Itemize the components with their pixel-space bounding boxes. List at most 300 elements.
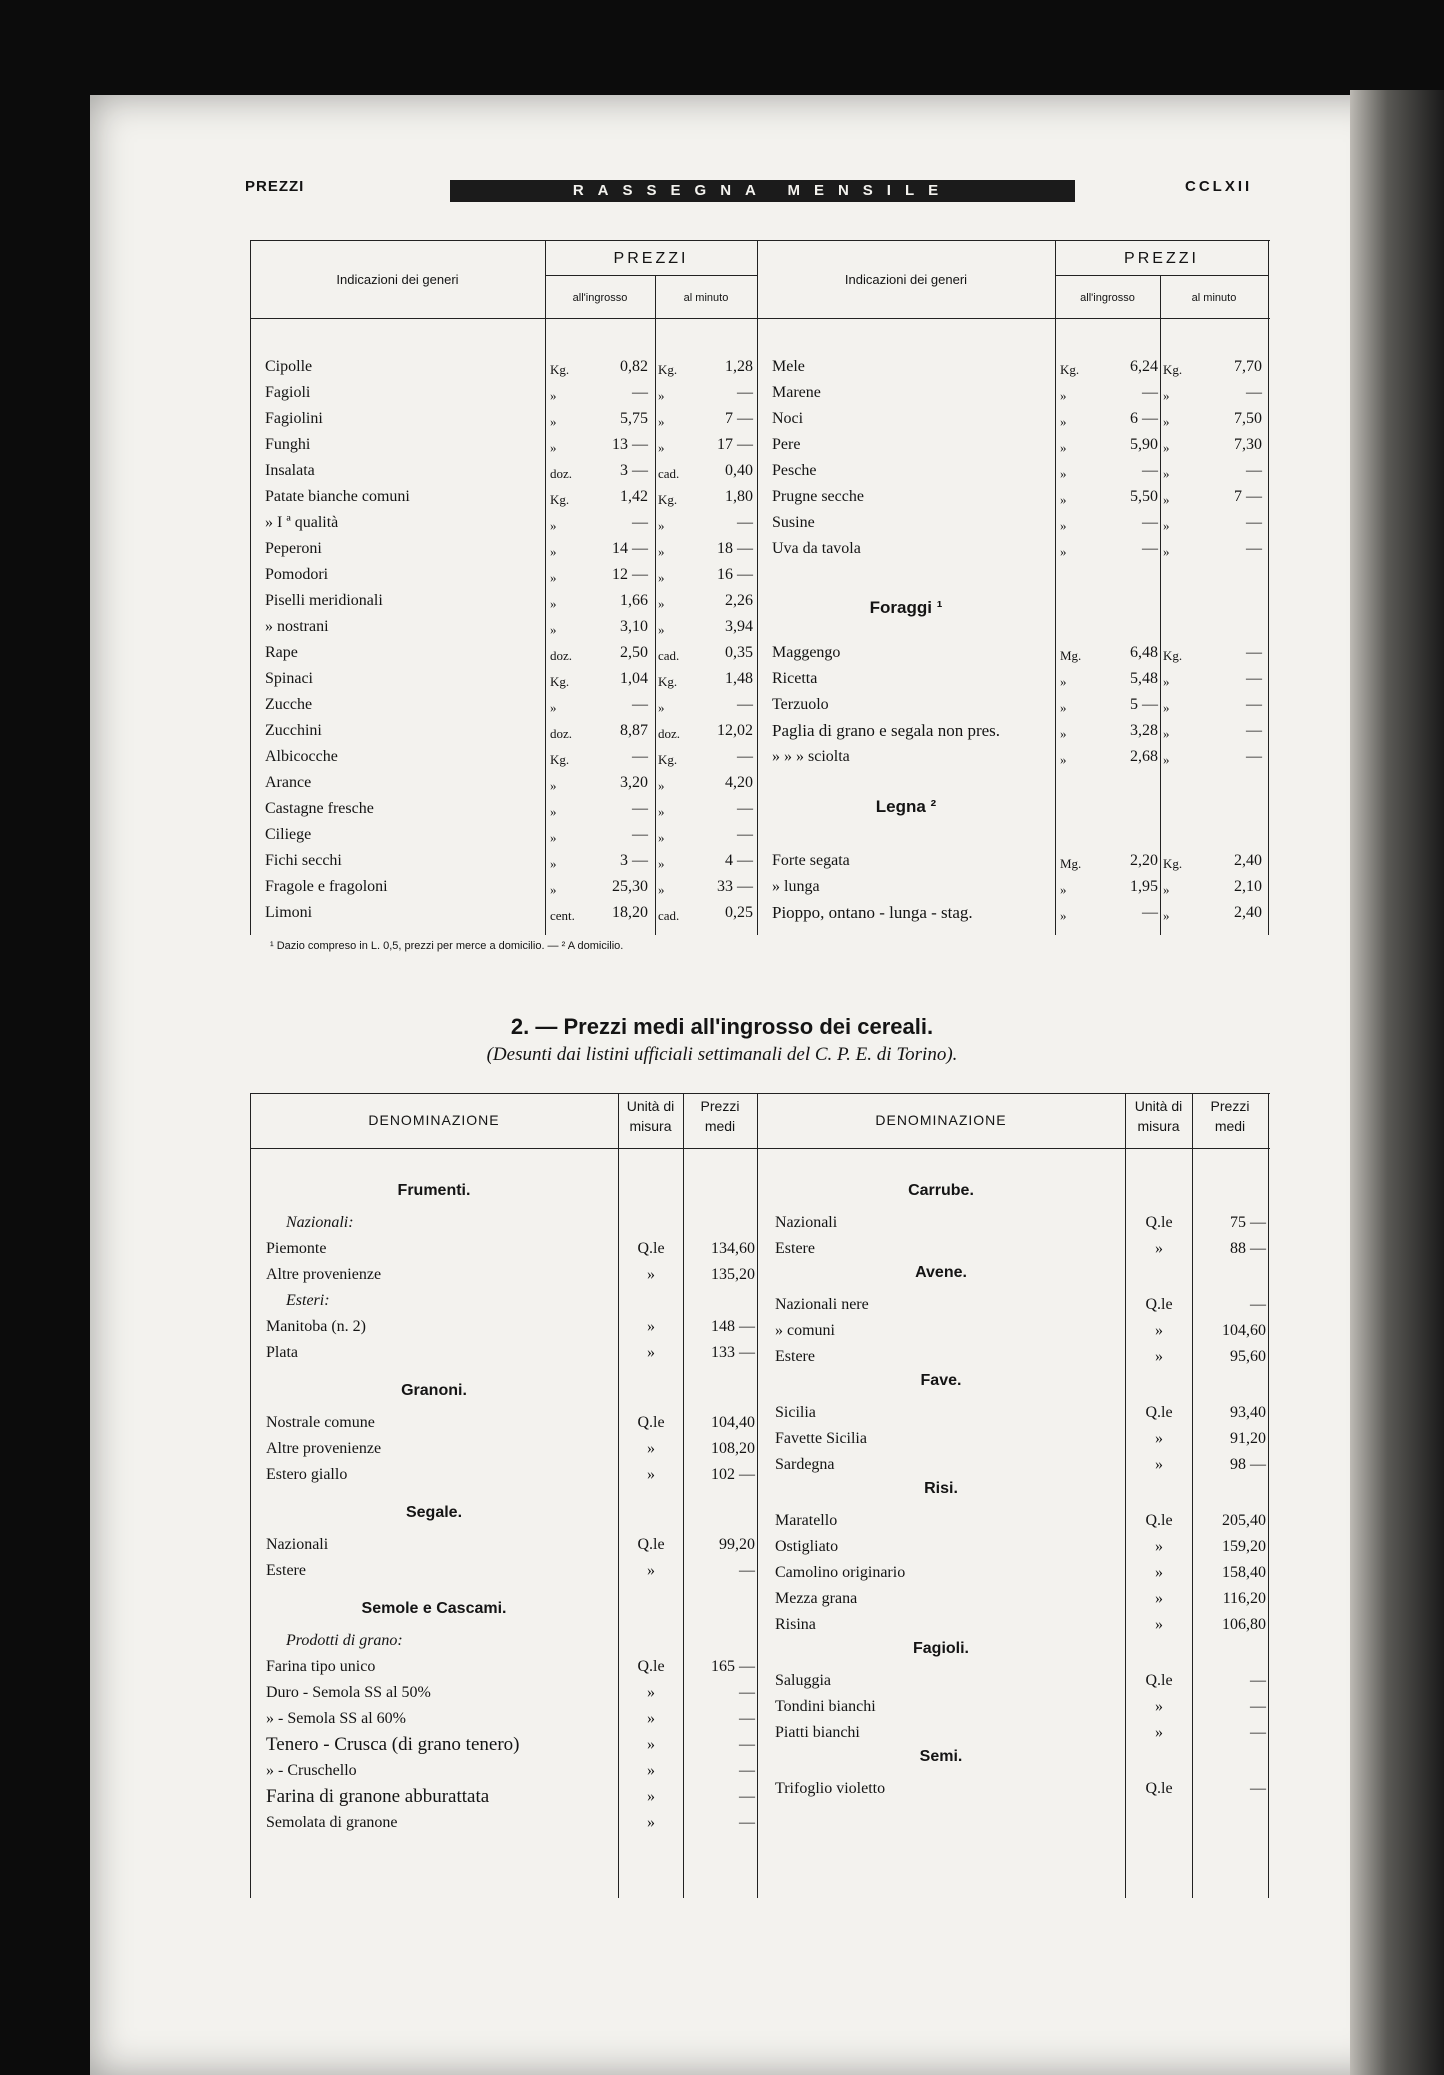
- price-minuto: 4 —: [725, 852, 753, 869]
- row-label: Nazionali nere: [775, 1296, 869, 1313]
- unit-minuto: »: [658, 804, 665, 819]
- unit-ingrosso: »: [550, 700, 557, 715]
- col-header-ingrosso-right: all'ingrosso: [1080, 292, 1135, 304]
- price-ingrosso: 1,42: [620, 488, 648, 505]
- unit-ingrosso: doz.: [550, 648, 573, 663]
- row-label: Prugne secche: [772, 488, 864, 505]
- price: —: [739, 1736, 755, 1753]
- unit-minuto: »: [1163, 492, 1170, 507]
- price: 158,40: [1222, 1564, 1266, 1581]
- unit: Q.le: [637, 1414, 665, 1431]
- price-ingrosso: —: [1142, 904, 1158, 921]
- unit-minuto: »: [1163, 882, 1170, 897]
- unit-minuto: »: [1163, 388, 1170, 403]
- unit: »: [1155, 1616, 1163, 1633]
- unit-ingrosso: »: [550, 856, 557, 871]
- unit-ingrosso: »: [1060, 440, 1067, 455]
- unit-ingrosso: »: [550, 622, 557, 637]
- unit-minuto: doz.: [658, 726, 681, 741]
- unit-minuto: cad.: [658, 466, 680, 481]
- row-label: Plata: [266, 1344, 298, 1361]
- unit: »: [1155, 1564, 1163, 1581]
- unit-ingrosso: »: [1060, 882, 1067, 897]
- section-title: Carrube.: [908, 1182, 974, 1199]
- row-label: Nazionali: [775, 1214, 838, 1231]
- unit-ingrosso: »: [550, 440, 557, 455]
- legna-title: Legna ²: [875, 797, 937, 816]
- col-header-medi-right: medi: [1214, 1118, 1246, 1134]
- unit-minuto: »: [658, 570, 665, 585]
- unit-minuto: »: [1163, 518, 1170, 533]
- unit: Q.le: [1145, 1296, 1173, 1313]
- row-label: Zucchini: [265, 722, 322, 739]
- unit: »: [1155, 1240, 1163, 1257]
- unit: »: [1155, 1322, 1163, 1339]
- unit-minuto: Kg.: [658, 492, 678, 507]
- price: —: [739, 1684, 755, 1701]
- price: —: [1250, 1724, 1266, 1741]
- unit: »: [647, 1736, 655, 1753]
- price-minuto: 0,35: [725, 644, 753, 661]
- price-minuto: 0,25: [725, 904, 753, 921]
- row-label: Fichi secchi: [265, 852, 342, 869]
- section-title: Risi.: [924, 1480, 958, 1497]
- row-label: Cipolle: [265, 358, 313, 375]
- unit-minuto: »: [1163, 908, 1170, 923]
- price-minuto: —: [1246, 722, 1262, 739]
- unit-ingrosso: »: [550, 518, 557, 533]
- row-label: Estere: [775, 1348, 815, 1365]
- price: 91,20: [1230, 1430, 1266, 1447]
- price-minuto: 7 —: [1234, 488, 1262, 505]
- price-ingrosso: 3,10: [620, 618, 648, 635]
- unit-minuto: »: [1163, 726, 1170, 741]
- row-label: Mezza grana: [775, 1590, 858, 1607]
- unit-ingrosso: »: [550, 804, 557, 819]
- price-minuto: —: [737, 384, 753, 401]
- price-ingrosso: 18,20: [612, 904, 648, 921]
- row-label: Manitoba (n. 2): [266, 1318, 366, 1335]
- price-minuto: —: [737, 826, 753, 843]
- row-label: Piemonte: [266, 1240, 327, 1257]
- row-label: Risina: [775, 1616, 816, 1633]
- unit-ingrosso: Kg.: [550, 492, 570, 507]
- price-ingrosso: 5,48: [1130, 670, 1158, 687]
- unit-minuto: »: [658, 596, 665, 611]
- price: 116,20: [1222, 1590, 1266, 1607]
- row-label: Maggengo: [772, 644, 841, 661]
- unit-minuto: »: [658, 622, 665, 637]
- price: 104,40: [711, 1414, 755, 1431]
- subgroup-label: Nazionali:: [286, 1214, 354, 1231]
- price-ingrosso: 5,75: [620, 410, 648, 427]
- unit: Q.le: [1145, 1780, 1173, 1797]
- price-ingrosso: 3,28: [1130, 722, 1158, 739]
- row-label: Castagne fresche: [265, 800, 374, 817]
- price-ingrosso: 6,48: [1130, 644, 1158, 661]
- unit-ingrosso: »: [1060, 518, 1067, 533]
- price-ingrosso: —: [632, 384, 648, 401]
- unit-ingrosso: »: [550, 596, 557, 611]
- row-label: » comuni: [775, 1322, 835, 1339]
- unit-ingrosso: »: [1060, 492, 1067, 507]
- price: 148 —: [711, 1318, 755, 1335]
- price-ingrosso: 2,50: [620, 644, 648, 661]
- price: —: [739, 1788, 755, 1805]
- row-label: Zucche: [265, 696, 313, 713]
- price-minuto: 4,20: [725, 774, 753, 791]
- unit-minuto: »: [658, 440, 665, 455]
- unit-ingrosso: Kg.: [550, 362, 570, 377]
- row-label: Ostigliato: [775, 1538, 839, 1555]
- col-header-generi: Indicazioni dei generi: [336, 272, 459, 287]
- price-ingrosso: —: [1142, 514, 1158, 531]
- price-ingrosso: 3,20: [620, 774, 648, 791]
- unit-minuto: »: [1163, 414, 1170, 429]
- unit-ingrosso: doz.: [550, 466, 573, 481]
- unit-minuto: »: [658, 518, 665, 533]
- unit-minuto: cad.: [658, 908, 680, 923]
- price-minuto: 17 —: [717, 436, 753, 453]
- unit-ingrosso: »: [550, 882, 557, 897]
- price-ingrosso: —: [632, 826, 648, 843]
- unit: »: [647, 1814, 655, 1831]
- unit-minuto: »: [1163, 544, 1170, 559]
- price: 88 —: [1230, 1240, 1266, 1257]
- price: 99,20: [719, 1536, 755, 1553]
- price-minuto: —: [1246, 748, 1262, 765]
- row-label: Fagiolini: [265, 410, 323, 427]
- price-ingrosso: 6,24: [1130, 358, 1158, 375]
- row-label: Pomodori: [265, 566, 329, 583]
- unit: Q.le: [1145, 1672, 1173, 1689]
- section-title: Granoni.: [401, 1382, 467, 1399]
- unit: »: [647, 1344, 655, 1361]
- unit-minuto: »: [1163, 752, 1170, 767]
- unit-ingrosso: Mg.: [1060, 648, 1082, 663]
- price-ingrosso: 2,20: [1130, 852, 1158, 869]
- price-minuto: 7,30: [1234, 436, 1262, 453]
- price: 108,20: [711, 1440, 755, 1457]
- unit-ingrosso: doz.: [550, 726, 573, 741]
- price-minuto: 33 —: [717, 878, 753, 895]
- unit-ingrosso: »: [1060, 388, 1067, 403]
- row-label: Estere: [266, 1562, 306, 1579]
- row-label: Maratello: [775, 1512, 838, 1529]
- price-minuto: 12,02: [717, 722, 753, 739]
- unit-minuto: »: [1163, 466, 1170, 481]
- price-minuto: 3,94: [725, 618, 753, 635]
- price-ingrosso: 12 —: [612, 566, 648, 583]
- price-minuto: —: [1246, 540, 1262, 557]
- price-ingrosso: —: [1142, 384, 1158, 401]
- footnote: ¹ Dazio compreso in L. 0,5, prezzi per merce a domicilio. — ² A domicilio.: [270, 940, 624, 952]
- price-minuto: 2,26: [725, 592, 753, 609]
- price-minuto: 7,70: [1234, 358, 1262, 375]
- unit-minuto: Kg.: [658, 752, 678, 767]
- price-ingrosso: 25,30: [612, 878, 648, 895]
- col-header-medi: medi: [704, 1118, 736, 1134]
- price: —: [739, 1710, 755, 1727]
- unit-ingrosso: »: [1060, 726, 1067, 741]
- unit-minuto: »: [1163, 700, 1170, 715]
- unit: »: [647, 1318, 655, 1335]
- price-ingrosso: 8,87: [620, 722, 648, 739]
- price: —: [739, 1762, 755, 1779]
- row-label: » » » sciolta: [772, 748, 850, 765]
- price-minuto: 7,50: [1234, 410, 1262, 427]
- unit: »: [647, 1762, 655, 1779]
- row-label: Duro - Semola SS al 50%: [266, 1684, 431, 1701]
- section-title: Semi.: [919, 1748, 963, 1765]
- row-label: Pere: [772, 436, 801, 453]
- section-title: Semole e Cascami.: [361, 1600, 507, 1617]
- unit-ingrosso: »: [1060, 414, 1067, 429]
- row-label: Pesche: [772, 462, 817, 479]
- price-ingrosso: 6 —: [1130, 410, 1158, 427]
- price-ingrosso: 1,95: [1130, 878, 1158, 895]
- price-ingrosso: 14 —: [612, 540, 648, 557]
- price-ingrosso: —: [632, 514, 648, 531]
- unit-ingrosso: cent.: [550, 908, 575, 923]
- subgroup-label: Prodotti di grano:: [286, 1632, 403, 1649]
- unit-ingrosso: »: [1060, 674, 1067, 689]
- col-header-unita: Unità di: [626, 1098, 675, 1114]
- page-number: CCLXII: [1185, 178, 1253, 195]
- unit-minuto: Kg.: [658, 674, 678, 689]
- price-ingrosso: 2,68: [1130, 748, 1158, 765]
- col-header-minuto-right: al minuto: [1191, 292, 1237, 304]
- price: 135,20: [711, 1266, 755, 1283]
- unit-ingrosso: »: [550, 570, 557, 585]
- row-label: Favette Sicilia: [775, 1430, 867, 1447]
- foraggi-title: Foraggi ¹: [869, 598, 943, 617]
- price: 165 —: [711, 1658, 755, 1675]
- table2-title: 2. — Prezzi medi all'ingrosso dei cereali.: [510, 1014, 934, 1039]
- price-ingrosso: 3 —: [620, 852, 648, 869]
- row-label: Arance: [265, 774, 312, 791]
- col-header-denominazione: DENOMINAZIONE: [368, 1112, 500, 1128]
- col-header-generi-right: Indicazioni dei generi: [844, 272, 968, 287]
- row-label: » - Cruschello: [266, 1762, 357, 1779]
- unit: Q.le: [1145, 1214, 1173, 1231]
- price-ingrosso: —: [632, 800, 648, 817]
- price-ingrosso: 5,90: [1130, 436, 1158, 453]
- row-label: Patate bianche comuni: [265, 488, 410, 505]
- price: 134,60: [711, 1240, 755, 1257]
- unit-minuto: Kg.: [658, 362, 678, 377]
- price-ingrosso: 0,82: [620, 358, 648, 375]
- unit-minuto: »: [658, 882, 665, 897]
- row-label: » nostrani: [265, 618, 329, 635]
- price: 98 —: [1230, 1456, 1266, 1473]
- price: 93,40: [1230, 1404, 1266, 1421]
- price-ingrosso: —: [632, 748, 648, 765]
- unit-ingrosso: Mg.: [1060, 856, 1082, 871]
- unit-minuto: »: [1163, 440, 1170, 455]
- col-header-denominazione-right: DENOMINAZIONE: [875, 1112, 1007, 1128]
- row-label: Noci: [772, 410, 804, 427]
- price: 95,60: [1230, 1348, 1266, 1365]
- unit: »: [647, 1788, 655, 1805]
- row-label: Fagioli: [265, 384, 311, 401]
- unit-minuto: »: [658, 700, 665, 715]
- row-label: Fragole e fragoloni: [265, 878, 388, 895]
- price: —: [739, 1562, 755, 1579]
- unit-ingrosso: »: [1060, 466, 1067, 481]
- unit-minuto: »: [658, 778, 665, 793]
- unit-ingrosso: »: [1060, 700, 1067, 715]
- price-ingrosso: —: [632, 696, 648, 713]
- row-label: Ciliege: [265, 826, 312, 843]
- unit: Q.le: [637, 1536, 665, 1553]
- unit: »: [1155, 1698, 1163, 1715]
- unit: »: [647, 1440, 655, 1457]
- unit-ingrosso: »: [550, 388, 557, 403]
- unit-ingrosso: Kg.: [550, 752, 570, 767]
- price-minuto: 2,40: [1234, 852, 1262, 869]
- col-header-unita-right: Unità di: [1134, 1098, 1183, 1114]
- row-label: Albicocche: [265, 748, 338, 765]
- unit: »: [647, 1266, 655, 1283]
- unit-ingrosso: Kg.: [1060, 362, 1080, 377]
- price: 106,80: [1222, 1616, 1266, 1633]
- subgroup-label: Esteri:: [286, 1292, 330, 1309]
- unit: Q.le: [1145, 1512, 1173, 1529]
- col-header-ingrosso: all'ingrosso: [572, 292, 628, 304]
- running-header-banner: RASSEGNA MENSILE: [450, 180, 1075, 202]
- price: —: [739, 1814, 755, 1831]
- unit-ingrosso: »: [550, 414, 557, 429]
- row-label: Uva da tavola: [772, 540, 861, 557]
- row-label: Marene: [772, 384, 821, 401]
- price: —: [1250, 1296, 1266, 1313]
- price-minuto: 0,40: [725, 462, 753, 479]
- col-header-prezzi-right: Prezzi: [1210, 1098, 1250, 1114]
- price-minuto: —: [1246, 644, 1262, 661]
- price-minuto: 7 —: [725, 410, 753, 427]
- unit-ingrosso: »: [550, 830, 557, 845]
- price: 205,40: [1222, 1512, 1266, 1529]
- unit: »: [647, 1562, 655, 1579]
- row-label: Susine: [772, 514, 815, 531]
- col-header-prezzi: PREZZI: [613, 250, 689, 267]
- price: —: [1250, 1672, 1266, 1689]
- unit-ingrosso: »: [1060, 752, 1067, 767]
- unit: »: [647, 1466, 655, 1483]
- row-label: Tenero - Crusca (di grano tenero): [266, 1734, 520, 1755]
- price-ingrosso: 5 —: [1130, 696, 1158, 713]
- row-label: Sardegna: [775, 1456, 835, 1473]
- row-label: Altre provenienze: [266, 1266, 382, 1283]
- unit-minuto: »: [1163, 674, 1170, 689]
- price: 104,60: [1222, 1322, 1266, 1339]
- row-label: Paglia di grano e segala non pres.: [772, 721, 1001, 740]
- unit: Q.le: [1145, 1404, 1173, 1421]
- unit-minuto: »: [658, 414, 665, 429]
- unit-minuto: Kg.: [1163, 648, 1183, 663]
- section-title: Frumenti.: [397, 1182, 471, 1199]
- unit: »: [1155, 1724, 1163, 1741]
- row-label: Nostrale comune: [266, 1414, 375, 1431]
- unit-minuto: »: [658, 388, 665, 403]
- row-label: Terzuolo: [772, 696, 829, 713]
- price-ingrosso: 1,04: [620, 670, 648, 687]
- row-label: Mele: [772, 358, 805, 375]
- unit-ingrosso: »: [550, 544, 557, 559]
- price-minuto: —: [737, 748, 753, 765]
- row-label: Estero giallo: [266, 1466, 348, 1483]
- row-label: Insalata: [265, 462, 315, 479]
- unit: »: [1155, 1430, 1163, 1447]
- section-title: Segale.: [405, 1504, 463, 1521]
- unit: Q.le: [637, 1658, 665, 1675]
- row-label: Farina tipo unico: [266, 1658, 376, 1675]
- price-minuto: 16 —: [717, 566, 753, 583]
- price-minuto: 1,48: [725, 670, 753, 687]
- row-label: Limoni: [265, 904, 313, 921]
- row-label: Spinaci: [265, 670, 313, 687]
- price: —: [1250, 1698, 1266, 1715]
- unit: »: [1155, 1456, 1163, 1473]
- row-label: Peperoni: [265, 540, 322, 557]
- section-title: Fagioli.: [913, 1640, 969, 1657]
- row-label: Sicilia: [775, 1404, 816, 1421]
- unit-minuto: Kg.: [1163, 362, 1183, 377]
- price-minuto: —: [737, 696, 753, 713]
- price: —: [1250, 1780, 1266, 1797]
- row-label: Ricetta: [772, 670, 818, 687]
- price-minuto: —: [1246, 384, 1262, 401]
- price-ingrosso: 3 —: [620, 462, 648, 479]
- price-minuto: —: [1246, 696, 1262, 713]
- price-ingrosso: 13 —: [612, 436, 648, 453]
- unit-minuto: »: [658, 856, 665, 871]
- row-label: » - Semola SS al 60%: [266, 1710, 406, 1727]
- row-label: Trifoglio violetto: [775, 1780, 886, 1797]
- unit: »: [647, 1684, 655, 1701]
- unit: »: [1155, 1348, 1163, 1365]
- price-ingrosso: 1,66: [620, 592, 648, 609]
- section-title: Fave.: [920, 1372, 962, 1389]
- unit-ingrosso: »: [1060, 544, 1067, 559]
- row-label: Pioppo, ontano - lunga - stag.: [772, 903, 973, 922]
- price: 75 —: [1230, 1214, 1266, 1231]
- unit-minuto: cad.: [658, 648, 680, 663]
- unit-minuto: »: [658, 830, 665, 845]
- unit-ingrosso: »: [550, 778, 557, 793]
- price-ingrosso: —: [1142, 462, 1158, 479]
- price-minuto: 2,10: [1234, 878, 1262, 895]
- running-header-left: PREZZI: [245, 178, 305, 195]
- unit: »: [1155, 1590, 1163, 1607]
- row-label: Rape: [265, 644, 298, 661]
- price-minuto: 1,28: [725, 358, 753, 375]
- price-ingrosso: 5,50: [1130, 488, 1158, 505]
- price-minuto: —: [737, 800, 753, 817]
- unit: »: [647, 1710, 655, 1727]
- col-header-prezzi: Prezzi: [700, 1098, 740, 1114]
- col-header-minuto: al minuto: [683, 292, 729, 304]
- row-label: Semolata di granone: [266, 1814, 398, 1831]
- price-minuto: 18 —: [717, 540, 753, 557]
- unit: Q.le: [637, 1240, 665, 1257]
- row-label: Altre provenienze: [266, 1440, 382, 1457]
- row-label: Saluggia: [775, 1672, 831, 1689]
- table2-subtitle: (Desunti dai listini ufficiali settimanali del C. P. E. di Torino).: [486, 1044, 958, 1065]
- row-label: » lunga: [772, 878, 820, 895]
- section-title: Avene.: [915, 1264, 967, 1281]
